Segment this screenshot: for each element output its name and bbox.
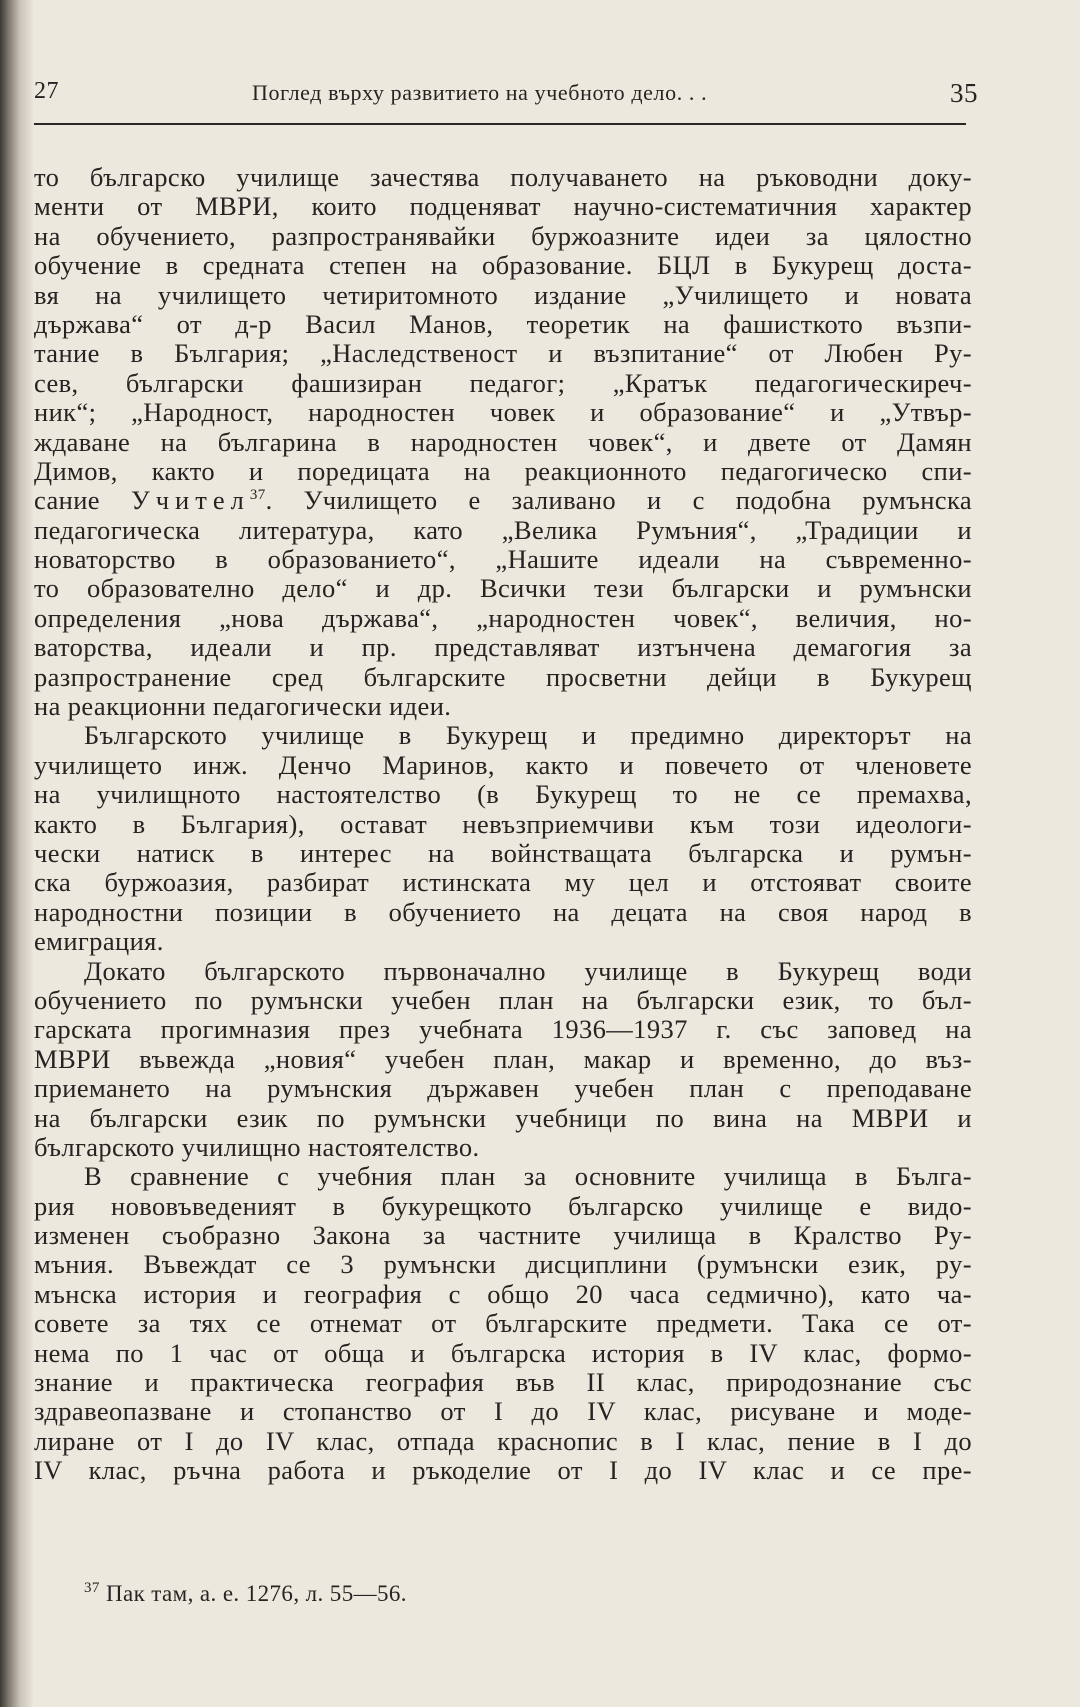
text-line: В сравнение с учебния план за основните училища в Бълга- (84, 1161, 972, 1192)
text-line: чески натиск в интерес на войнстващата българска и румън- (34, 837, 972, 868)
text-line: на обучението, разпространявайки буржоазните идеи за цялостно (34, 220, 972, 251)
text-line: българското училищно настоятелство. (34, 1131, 480, 1162)
text-line: Димов, както и поредицата на реакционното педагогическо спи- (34, 455, 972, 486)
paragraph-2 (34, 721, 972, 956)
text-line: народностни позиции в обучението на децата на своя народ в (34, 896, 972, 927)
footnote (84, 1580, 407, 1607)
text-line: новаторство в образованието“, „Нашите идеали на съвременно- (34, 544, 972, 575)
text-line: обучение в средната степен на образование. БЦЛ в Букурещ доста- (34, 250, 972, 281)
text-line: совете за тях се отнемат от българските предмети. Така се от- (34, 1308, 972, 1339)
text-line: училището инж. Денчо Маринов, както и повечето от членовете (34, 749, 972, 780)
text-line-with-footnote (34, 486, 972, 515)
journal-title: Учител (130, 485, 250, 516)
text-line: лиране от I до IV клас, отпада краснопис в I клас, пение в I до (34, 1425, 972, 1456)
paragraph-1 (34, 163, 972, 721)
header-rule (34, 123, 966, 125)
text-line: ваторства, идеали и пр. представляват изтънчена демагогия за (34, 632, 972, 663)
text-line: рия нововъведеният в букурещкото българско училище е видо- (34, 1190, 972, 1221)
paragraph-4 (34, 1162, 972, 1485)
text-line: МВРИ въвежда „новия“ учебен план, макар и временно, до въз- (34, 1043, 972, 1074)
text-line: то образователно дело“ и др. Всички тези български и румънски (34, 573, 972, 604)
text-line: ждаване на българина в народностен човек“, и двете от Дамян (34, 426, 972, 457)
text-fragment: сание (34, 485, 100, 516)
text-line: вя на училището четиритомното издание „Училището и новата (34, 279, 972, 310)
text-line: обучението по румънски учебен план на български език, то бъл- (34, 984, 972, 1015)
text-line: на реакционни педагогически идеи. (34, 691, 452, 722)
text-line: мънска история и география с общо 20 часа седмично), като ча- (34, 1278, 972, 1309)
text-line: Българското училище в Букурещ и предимно директорът на (84, 720, 972, 751)
text-line: здравеопазване и стопанство от I до IV клас, рисуване и моде- (34, 1396, 972, 1427)
text-line: на български език по румънски учебници по вина на МВРИ и (34, 1102, 972, 1133)
text-line: менти от МВРИ, които подценяват научно-систематичния характер (34, 191, 972, 222)
text-line: Докато българското първоначално училище в Букурещ води (84, 955, 972, 986)
text-line: сев, български фашизиран педагог; „Кратък педагогическиреч- (34, 367, 972, 398)
text-line: емиграция. (34, 926, 164, 957)
text-line: IV клас, ръчна работа и ръкоделие от I до IV клас и се пре- (34, 1455, 972, 1486)
running-header (34, 78, 978, 114)
text-fragment: . Училището е заливано и с подобна румънска (265, 485, 972, 516)
left-page-number: 27 (34, 78, 59, 104)
page-number: 35 (950, 78, 978, 108)
text-line: изменен съобразно Закона за частните училища в Кралство Ру- (34, 1220, 972, 1251)
text-line: мъния. Въвеждат се 3 румънски дисциплини (румънски език, ру- (34, 1249, 972, 1280)
footnote-reference: 37 (249, 487, 266, 504)
text-line: приемането на румънския държавен учебен план с преподаване (34, 1073, 972, 1104)
text-line: то българско училище зачестява получаването на ръководни доку- (34, 162, 972, 192)
footnote-text: Пак там, а. е. 1276, л. 55—56. (105, 1581, 407, 1606)
running-title: Поглед върху развитието на учебното дело. . . (252, 80, 708, 105)
text-line: на училищното настоятелство (в Букурещ то не се премахва, (34, 779, 972, 810)
text-line: държава“ от д-р Васил Манов, теоретик на фашисткото възпи- (34, 308, 972, 339)
text-line: определения „нова държава“, „народностен човек“, величия, но- (34, 602, 972, 633)
text-line: ник“; „Народност, народностен човек и образование“ и „Утвър- (34, 397, 972, 428)
text-line: тание в България; „Наследственост и възпитание“ от Любен Ру- (34, 338, 972, 369)
body-text (34, 163, 972, 1486)
text-line: знание и практическа география във II клас, природознание със (34, 1367, 972, 1398)
text-line: гарската прогимназия през учебната 1936—1937 г. със заповед на (34, 1014, 972, 1045)
text-line: педагогическа литература, като „Велика Румъния“, „Традиции и (34, 514, 972, 545)
text-line: разпространение сред българските просветни дейци в Букурещ (34, 661, 972, 692)
text-line: ска буржоазия, разбират истинската му цел и отстояват своите (34, 867, 972, 898)
footnote-number: 37 (84, 1580, 100, 1596)
text-line: както в България), остават невъзприемчиви към този идеологи- (34, 808, 972, 839)
paragraph-3 (34, 957, 972, 1163)
text-line: нема по 1 час от обща и българска история в IV клас, формо- (34, 1337, 972, 1368)
